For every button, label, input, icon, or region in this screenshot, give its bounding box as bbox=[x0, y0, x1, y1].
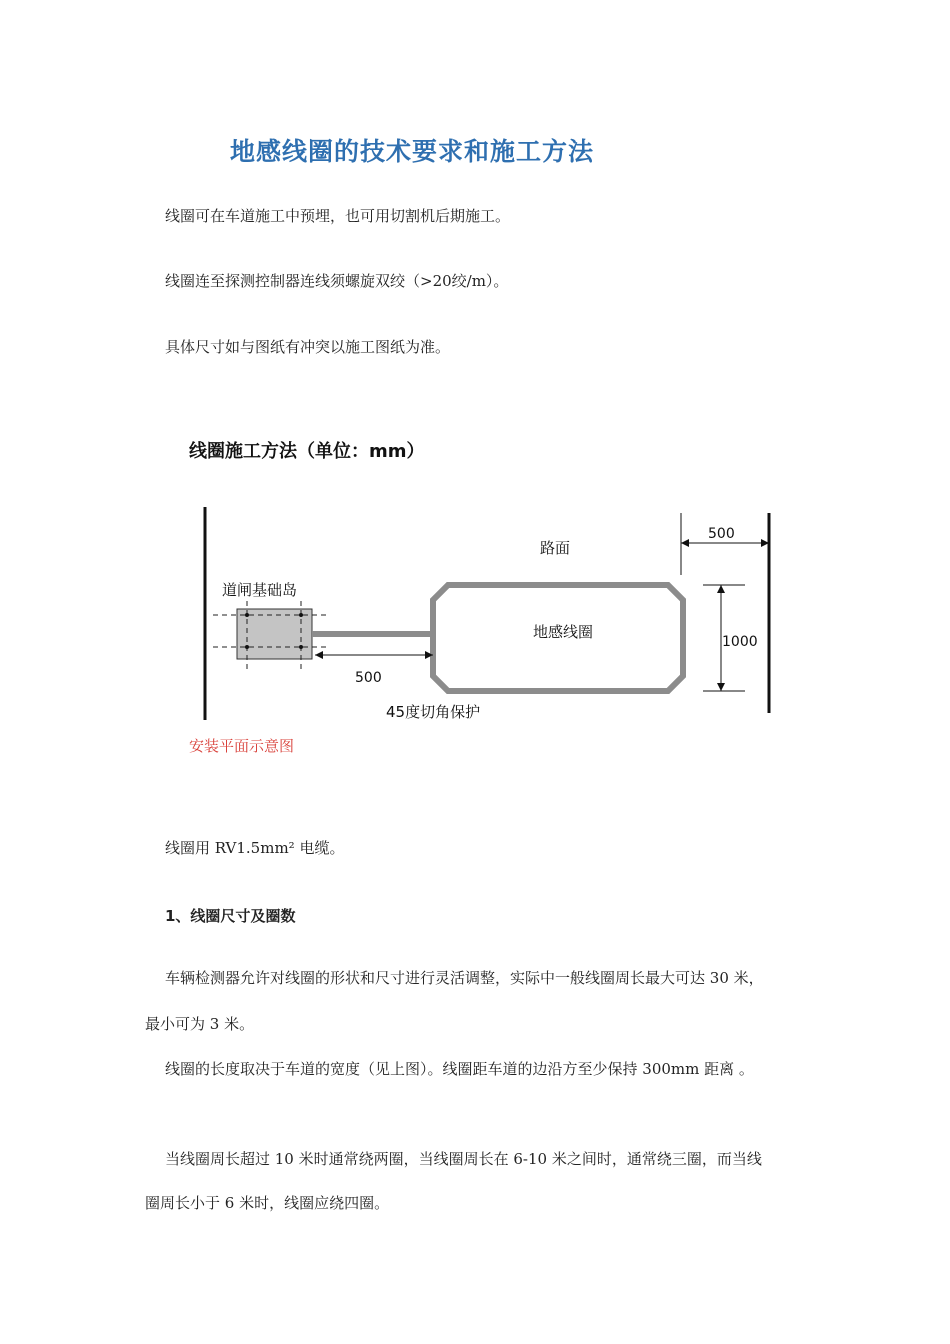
intro-paragraph-3: 具体尺寸如与图纸有冲突以施工图纸为准。 bbox=[165, 338, 451, 356]
cable-note: 线圈用 RV1.5mm² 电缆。 bbox=[165, 839, 345, 857]
section-1-para3-line1: 当线圈周长超过 10 米时通常绕两圈，当线圈周长在 6-10 米之间时，通常绕三圈，而当线 bbox=[165, 1150, 762, 1168]
anchor-point bbox=[245, 613, 249, 617]
installation-diagram bbox=[175, 425, 820, 765]
island-label: 道闸基础岛 bbox=[222, 581, 298, 599]
dim-arrow bbox=[681, 539, 689, 547]
dim-arrow bbox=[717, 683, 725, 691]
dim-label-right: 1000 bbox=[722, 634, 758, 650]
section-1-para1-line2: 最小可为 3 米。 bbox=[145, 1015, 255, 1033]
corner-note: 45度切角保护 bbox=[386, 703, 481, 721]
figure-caption: 安装平面示意图 bbox=[189, 737, 295, 755]
anchor-point bbox=[299, 613, 303, 617]
road-label: 路面 bbox=[540, 539, 571, 557]
intro-paragraph-2: 线圈连至探测控制器连线须螺旋双绞（>20绞/m）。 bbox=[165, 272, 509, 290]
anchor-point bbox=[245, 645, 249, 649]
dim-arrow bbox=[315, 651, 323, 659]
intro-paragraph-1: 线圈可在车道施工中预埋，也可用切割机后期施工。 bbox=[165, 207, 511, 225]
section-1-heading: 1、线圈尺寸及圈数 bbox=[165, 907, 296, 925]
loop-installation-figure bbox=[175, 425, 820, 765]
section-1-para1-line1: 车辆检测器允许对线圈的形状和尺寸进行灵活调整，实际中一般线圈周长最大可达 30 米， bbox=[165, 969, 764, 987]
anchor-point bbox=[299, 645, 303, 649]
loop-label: 地感线圈 bbox=[533, 623, 594, 641]
dim-arrow bbox=[717, 585, 725, 593]
dim-label-top: 500 bbox=[708, 526, 735, 542]
dim-label-bottom: 500 bbox=[355, 670, 382, 686]
section-1-para2: 线圈的长度取决于车道的宽度（见上图）。线圈距车道的边沿方至少保持 300mm 距离 。 bbox=[165, 1060, 754, 1078]
document-title: 地感线圈的技术要求和施工方法 bbox=[230, 137, 595, 166]
section-1-para3-line2: 圈周长小于 6 米时，线圈应绕四圈。 bbox=[145, 1194, 390, 1212]
figure-heading: 线圈施工方法（单位：mm） bbox=[189, 441, 425, 462]
